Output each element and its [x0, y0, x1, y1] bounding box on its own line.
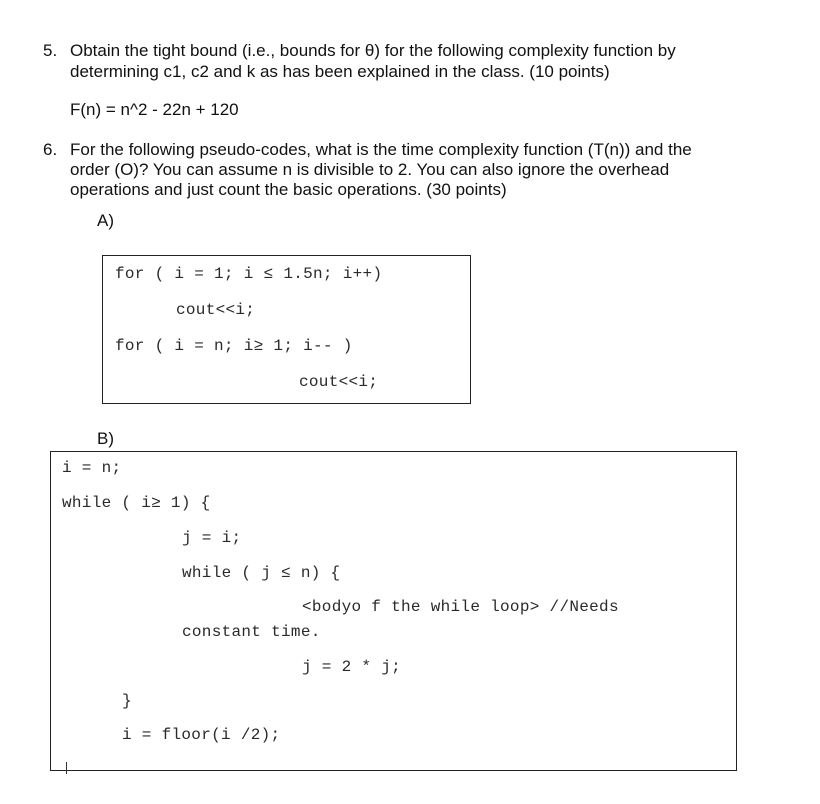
question-6-line-2: order (O)? You can assume n is divisible to 2. You can also ignore the overhead: [70, 160, 670, 179]
code-line: j = 2 * j;: [302, 658, 402, 676]
code-line: constant time.: [182, 623, 321, 641]
question-5-line-1: Obtain the tight bound (i.e., bounds for θ) for the following complexity function by: [70, 41, 676, 60]
code-line: i = floor(i /2);: [122, 726, 281, 744]
question-5-number: 5.: [43, 41, 58, 60]
code-line: while ( j ≤ n) {: [182, 564, 341, 582]
question-6-number: 6.: [43, 140, 58, 159]
code-line: cout<<i;: [176, 301, 256, 319]
part-b-code-box: [50, 451, 737, 771]
code-line: cout<<i;: [299, 373, 379, 391]
code-line: <bodyo f the while loop> //Needs: [302, 598, 619, 616]
code-line: }: [122, 692, 132, 710]
part-a-label: A): [97, 211, 114, 230]
question-6-line-3: operations and just count the basic operations. (30 points): [70, 180, 507, 199]
part-b-label: B): [97, 429, 114, 448]
code-line: i = n;: [62, 459, 122, 477]
code-line: for ( i = 1; i ≤ 1.5n; i++): [115, 265, 383, 283]
code-line: for ( i = n; i≥ 1; i-- ): [115, 337, 353, 355]
question-6-line-1: For the following pseudo-codes, what is the time complexity function (T(n)) and the: [70, 140, 692, 159]
question-5-function: F(n) = n^2 - 22n + 120: [70, 100, 239, 119]
code-line: while ( i≥ 1) {: [62, 494, 211, 512]
cursor-tick-mark: [66, 762, 67, 774]
question-5-line-2: determining c1, c2 and k as has been explained in the class. (10 points): [70, 62, 610, 81]
code-line: j = i;: [182, 529, 242, 547]
part-a-code-box: [102, 255, 471, 404]
